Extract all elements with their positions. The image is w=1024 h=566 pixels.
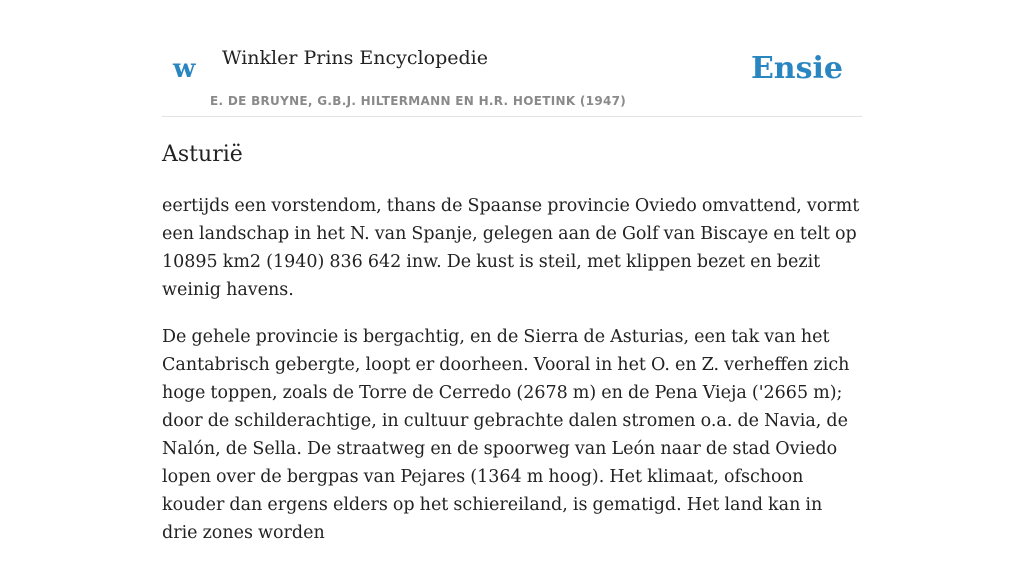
source-authors: E. DE BRUYNE, G.B.J. HILTERMANN EN H.R. HOETINK (1947): [210, 94, 627, 108]
article-body: [162, 192, 862, 566]
article-paragraph-2: De gehele provincie is bergachtig, en de Sierra de Asturias, een tak van het Cantabrisch gebergte, loopt er doorheen. Vooral in het O. en Z. verheffen zich hoge toppen, zoals de Torre de Cerredo (2678 m) en de Pena Vieja ('2665 m); door de schilderachtige, in cultuur gebrachte dalen stromen o.a. de Navia, de Nalón, de Sella. De straatweg en de spoorweg van León naar de stad Oviedo lopen over de bergpas van Pejares (1364 m hoog). Het klimaat, ofschoon kouder dan ergens elders op het schiereiland, is gematigd. Het land kan in drie zones worden: [162, 327, 850, 543]
source-title-link[interactable]: Winkler Prins Encyclopedie: [222, 47, 488, 69]
source-logo-icon[interactable]: w: [173, 54, 196, 84]
ensie-brand-logo[interactable]: Ensie: [750, 51, 843, 86]
page: [162, 0, 862, 543]
site-header: [162, 0, 862, 117]
article-title: Asturië: [162, 142, 243, 167]
article-paragraph-1: eertijds een vorstendom, thans de Spaanse provincie Oviedo omvattend, vormt een landschap in het N. van Spanje, gelegen aan de Golf van Biscaye en telt op 10895 km2 (1940) 836 642 inw. De kust is steil, met klippen bezet en bezit weinig havens.: [162, 196, 860, 300]
